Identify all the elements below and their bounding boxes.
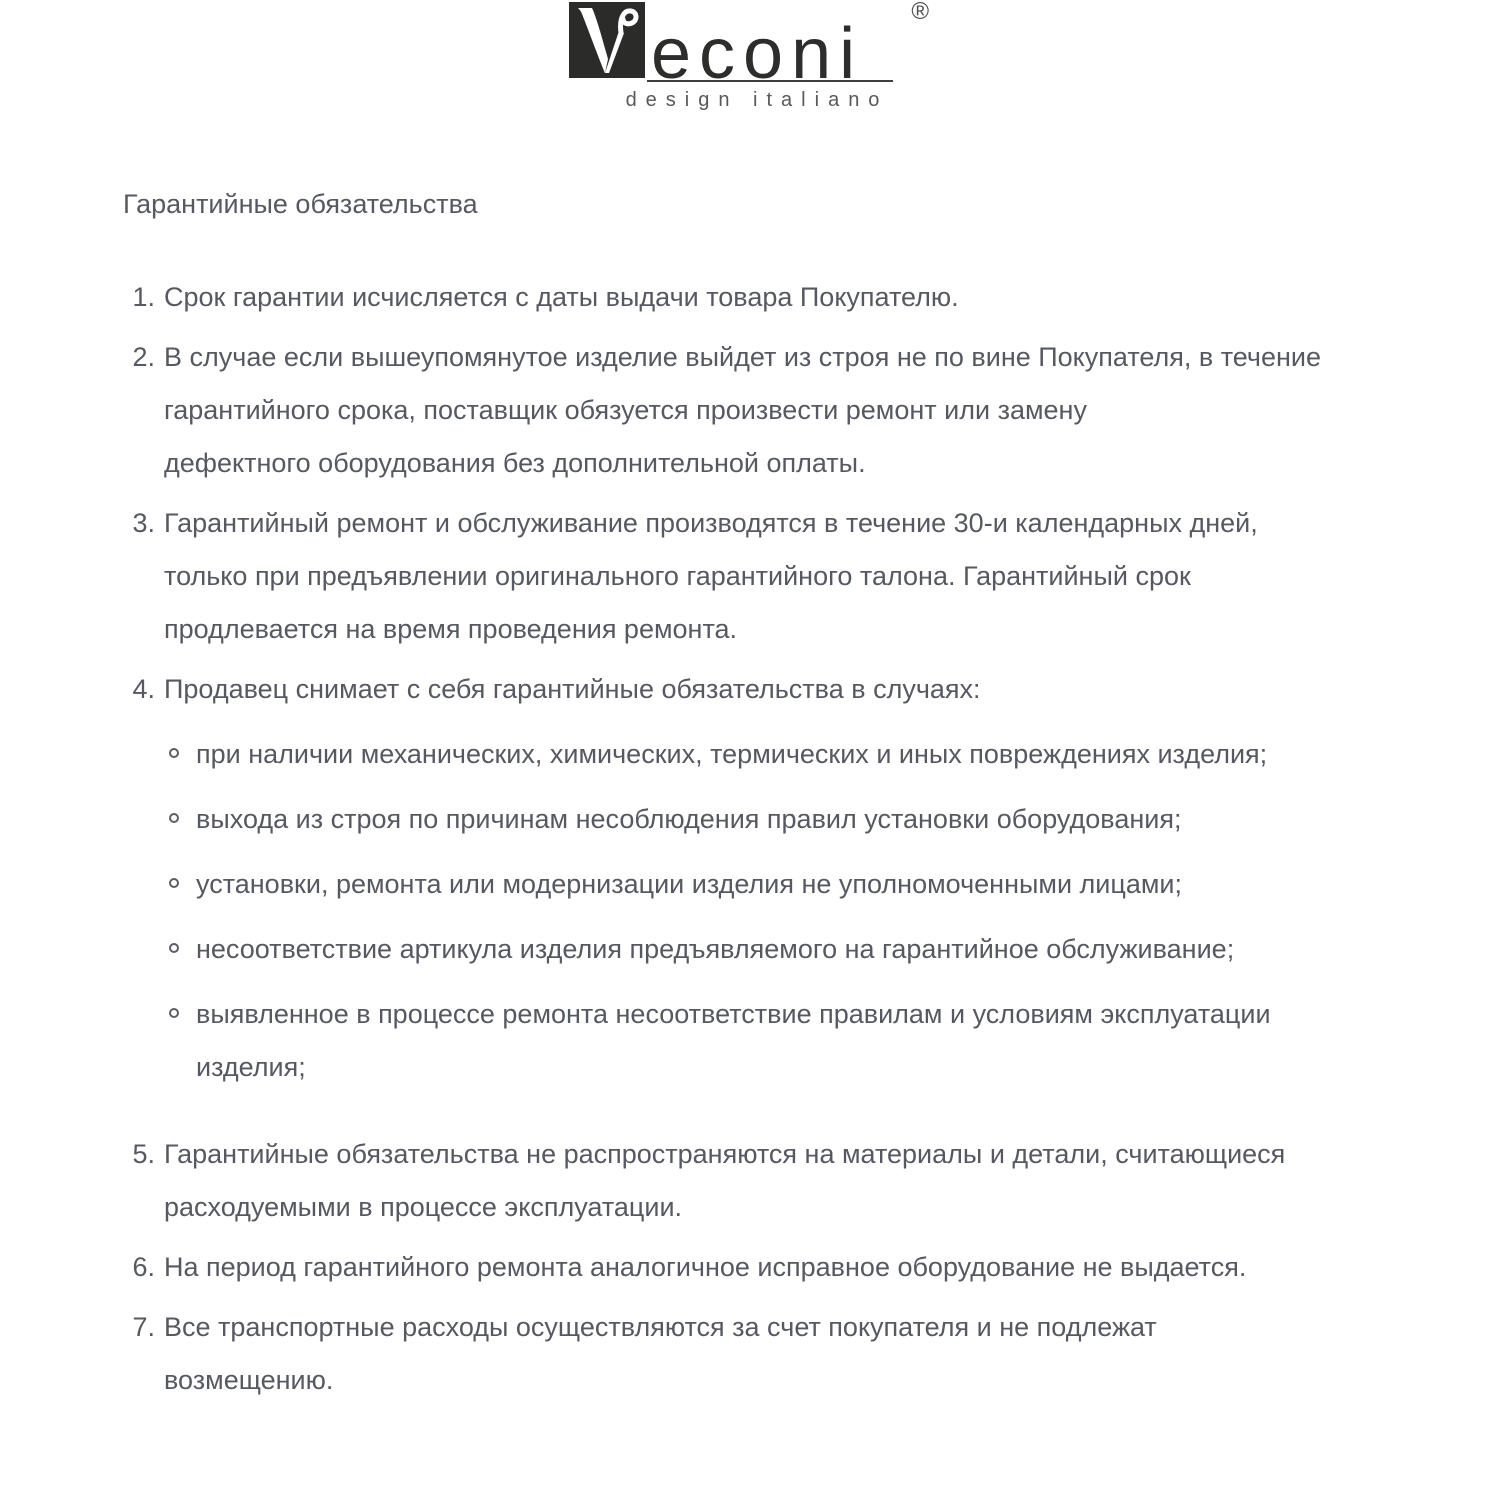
- item-text: В случае если вышеупомянутое изделие выйдет из строя не по вине Покупателя, в течение гарантийного срока, поставщик обязуется произвести ремонт или замену дефектного оборудования без дополнительной оплаты.: [164, 342, 1322, 478]
- exclusion-item-5: выявленное в процессе ремонта несоответствие правилам и условиям эксплуатации изделия;: [169, 988, 1271, 1094]
- warranty-exclusions-list: [164, 728, 1271, 1094]
- warranty-item-7: [123, 1301, 1500, 1407]
- item-text: Все транспортные расходы осуществляются за счет покупателя и не подлежат возмещению.: [164, 1312, 1157, 1395]
- warranty-list: [123, 271, 1500, 1407]
- item-number: 1.: [132, 282, 155, 312]
- logo-v-square: [569, 2, 645, 78]
- circle-bullet-icon: [169, 943, 179, 953]
- item-number: 7.: [132, 1312, 155, 1342]
- exclusion-item-4: несоответствие артикула изделия предъявляемого на гарантийное обслуживание;: [169, 923, 1271, 976]
- circle-bullet-icon: [169, 813, 179, 823]
- exclusion-item-1: при наличии механических, химических, термических и иных повреждениях изделия;: [169, 728, 1271, 781]
- item-number: 2.: [132, 342, 155, 372]
- logo-tagline: design italiano: [625, 89, 889, 111]
- exclusion-item-2: выхода из строя по причинам несоблюдения правил установки оборудования;: [169, 793, 1271, 846]
- warranty-item-2: [123, 331, 1500, 490]
- warranty-item-6: [123, 1241, 1500, 1294]
- veconi-logo: [569, 2, 931, 112]
- warranty-item-5: [123, 1128, 1500, 1234]
- circle-bullet-icon: [169, 748, 179, 758]
- item-text: На период гарантийного ремонта аналогичное исправное оборудование не выдается.: [164, 1252, 1247, 1282]
- page-title: Гарантийные обязательства: [123, 189, 478, 219]
- item-number: 3.: [132, 508, 155, 538]
- item-number: 6.: [132, 1252, 155, 1282]
- logo-wordmark-text: econi: [651, 14, 864, 94]
- item-number: 4.: [132, 674, 155, 704]
- item-number: 5.: [132, 1139, 155, 1169]
- warranty-item-3: [123, 497, 1500, 656]
- item-text: Срок гарантии исчисляется с даты выдачи товара Покупателю.: [164, 282, 959, 312]
- logo-v-icon: [569, 2, 645, 78]
- circle-bullet-icon: [169, 878, 179, 888]
- item-text: Продавец снимает с себя гарантийные обязательства в случаях: при наличии механических, химических, термических и иных повреждениях изделия; выхода из строя по причинам несоблюдения правил установки оборудования; установки, ремонта или модернизации изделия не уполномоченными лицами; несоответствие артикула изделия предъявляемого на гарантийное обслуживание; выявленное в процессе ремонта несоответствие правилам и условиям эксплуатации изделия;: [164, 663, 1271, 1121]
- warranty-item-4: [123, 663, 1500, 1121]
- logo-wordmark-row: [569, 0, 931, 94]
- exclusion-item-3: установки, ремонта или модернизации изделия не уполномоченными лицами;: [169, 858, 1271, 911]
- item-text: Гарантийные обязательства не распространяются на материалы и детали, считающиеся расходуемыми в процессе эксплуатации.: [164, 1139, 1286, 1222]
- warranty-document: [123, 188, 1500, 1407]
- item-text: Гарантийный ремонт и обслуживание производятся в течение 30-и календарных дней, только при предъявлении оригинального гарантийного талона. Гарантийный срок продлевается на время проведения ремонта.: [164, 508, 1258, 644]
- warranty-item-1: [123, 271, 1500, 324]
- registered-trademark-icon: ®: [911, 0, 929, 25]
- circle-bullet-icon: [169, 1008, 179, 1018]
